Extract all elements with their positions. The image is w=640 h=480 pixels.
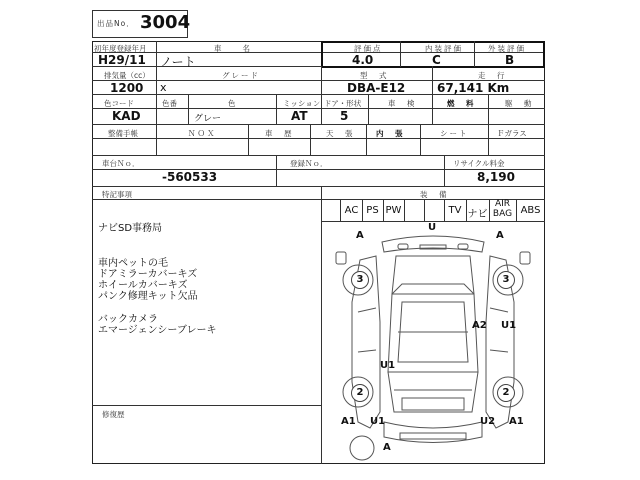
sunroof-label: 天 張 bbox=[326, 129, 355, 138]
car-name-value: ノート bbox=[160, 55, 196, 69]
special-notes-label: 特記事項 bbox=[102, 190, 132, 199]
manual-label: 整備手帳 bbox=[108, 129, 138, 138]
displacement-label: 排気量（cc） bbox=[104, 71, 150, 80]
chassis-no-value: -560533 bbox=[162, 170, 218, 184]
chassis-no-label: 車台Ｎｏ． bbox=[102, 159, 140, 168]
mark-front-center: U bbox=[428, 222, 437, 233]
grade-value: x bbox=[160, 81, 167, 94]
mark-left-front-wheel: 3 bbox=[351, 271, 369, 289]
drive-label: 駆 動 bbox=[505, 99, 534, 108]
lot-label: 出品No． bbox=[97, 19, 135, 28]
mark-rear-left-a1: A1 bbox=[341, 416, 356, 427]
fuel-label: 燃 料 bbox=[447, 99, 476, 108]
equipment-airbag: AIR BAG bbox=[492, 199, 513, 219]
mission-label: ミッション bbox=[283, 99, 321, 108]
model-label: 型 式 bbox=[360, 71, 389, 80]
interior-score-label: 内装評価 bbox=[425, 44, 463, 53]
mark-front-left: A bbox=[356, 230, 364, 241]
interior-trim-label: 内 張 bbox=[376, 129, 405, 138]
equipment-pw: PW bbox=[385, 205, 402, 216]
lot-number: 3004 bbox=[140, 12, 191, 33]
color-label: 色 bbox=[228, 99, 238, 108]
color-value: グレー bbox=[194, 114, 222, 124]
first-reg-label: 初年度登録年月 bbox=[94, 44, 147, 53]
note-line-1: ナビSD事務局 bbox=[98, 223, 163, 234]
mark-rear-left-u1: U1 bbox=[370, 416, 386, 427]
f-glass-label: Ｆガラス bbox=[497, 129, 527, 138]
interior-score-value: C bbox=[432, 53, 441, 67]
mark-right-a2: A2 bbox=[472, 320, 487, 331]
equipment-navi: ナビ bbox=[467, 209, 488, 220]
equipment-ps: PS bbox=[366, 205, 379, 216]
note-line-2: 車内ペットの毛 bbox=[98, 258, 168, 269]
equipment-tv: TV bbox=[448, 205, 462, 216]
mark-left-rear-wheel: 2 bbox=[351, 384, 369, 402]
mileage-value: 67,141 Km bbox=[437, 81, 510, 95]
score-value: 4.0 bbox=[352, 53, 374, 67]
equipment-ac: AC bbox=[344, 205, 359, 216]
recycle-fee-value: 8,190 bbox=[477, 170, 515, 184]
inspection-label: 車 検 bbox=[388, 99, 417, 108]
note-line-6: バックカメラ bbox=[98, 314, 158, 325]
mission-value: AT bbox=[291, 109, 308, 123]
doors-value: 5 bbox=[340, 109, 349, 123]
displacement-value: 1200 bbox=[110, 81, 144, 95]
mark-rear-center: A bbox=[383, 442, 391, 453]
color-code-label: 色コード bbox=[104, 99, 134, 108]
note-line-5: パンク修理キット欠品 bbox=[98, 291, 198, 302]
equipment-label: 装 備 bbox=[420, 190, 449, 199]
score-label: 評価点 bbox=[354, 44, 383, 53]
recycle-fee-label: リサイクル料金 bbox=[453, 159, 505, 168]
exterior-score-value: B bbox=[505, 53, 515, 67]
color-code-value: KAD bbox=[112, 109, 141, 123]
mileage-label: 走 行 bbox=[478, 71, 507, 80]
nox-label: ＮＯＸ bbox=[188, 129, 217, 138]
color-no-label: 色番 bbox=[162, 99, 177, 108]
repair-history-label: 修復歴 bbox=[102, 410, 125, 419]
mark-right-rear-wheel: 2 bbox=[497, 384, 515, 402]
doors-label: ドア・形状 bbox=[324, 99, 362, 108]
exterior-score-label: 外装評価 bbox=[488, 44, 526, 53]
mark-center-u1: U1 bbox=[380, 360, 396, 371]
mark-front-right: A bbox=[496, 230, 504, 241]
first-reg-value: H29/11 bbox=[98, 53, 146, 67]
seat-label: シート bbox=[440, 129, 469, 138]
history-label: 車 歴 bbox=[265, 129, 294, 138]
reg-no-label: 登録Ｎｏ． bbox=[290, 159, 328, 168]
note-line-4: ホイールカバーキズ bbox=[98, 280, 188, 291]
car-name-label: 車 名 bbox=[214, 44, 252, 53]
mark-right-u1: U1 bbox=[501, 320, 517, 331]
mark-right-front-wheel: 3 bbox=[497, 271, 515, 289]
equipment-abs: ABS bbox=[520, 205, 541, 216]
note-line-7: エマージェンシーブレーキ bbox=[98, 325, 217, 336]
mark-rear-right-a1: A1 bbox=[509, 416, 524, 427]
model-value: DBA-E12 bbox=[347, 81, 406, 95]
grade-label: グレード bbox=[222, 71, 260, 80]
mark-rear-right-u2: U2 bbox=[480, 416, 496, 427]
car-diagram bbox=[322, 222, 544, 464]
note-line-3: ドアミラーカバーキズ bbox=[98, 269, 198, 280]
